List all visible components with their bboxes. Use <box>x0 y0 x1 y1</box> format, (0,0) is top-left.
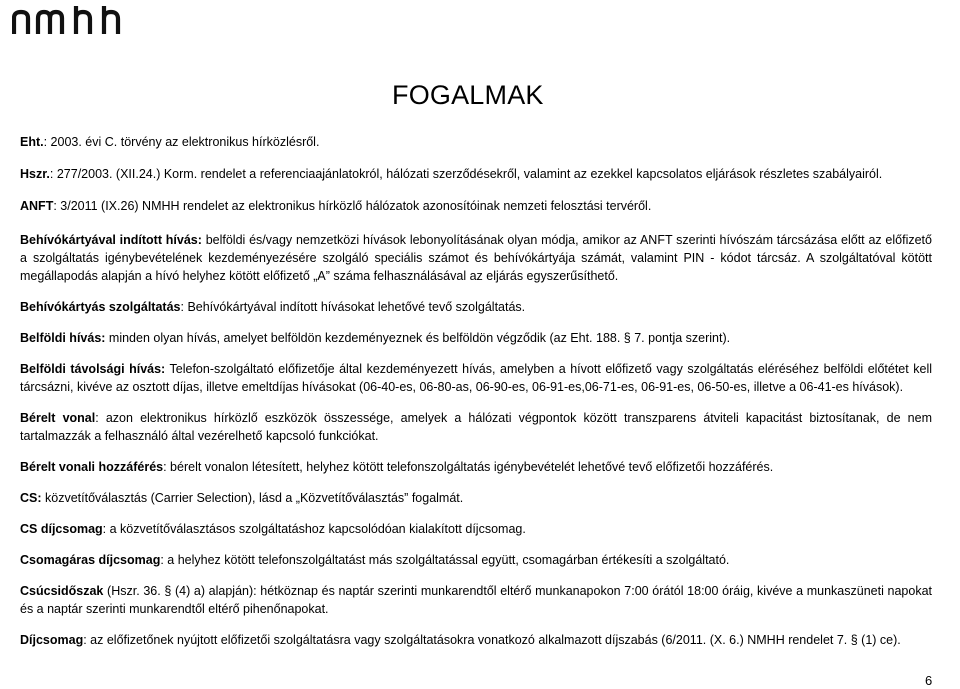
reference-abbr: Eht. <box>20 135 44 149</box>
reference-eht <box>20 133 932 151</box>
definition-text: : Behívókártyával indított hívásokat lehetővé tevő szolgáltatás. <box>180 300 526 314</box>
definition-text: : azon elektronikus hírközlő eszközök összessége, amelyek a hálózati végpontok között transzparens átviteli kapacitást biztosítanak, de nem tartalmazzák a felhasználó által vezérelhető kapcsoló funkciókat. <box>20 411 932 443</box>
definition-item <box>20 631 932 649</box>
reference-anft <box>20 197 932 215</box>
reference-text: : 277/2003. (XII.24.) Korm. rendelet a referenciaajánlatokról, hálózati szerződésekről, valamint az ezekkel kapcsolatos eljárások részletes szabályairól. <box>49 167 883 181</box>
definition-text: : a helyhez kötött telefonszolgáltatást más szolgáltatással együtt, csomagárban értékesíti a szolgáltató. <box>160 553 730 567</box>
document-body <box>20 133 932 662</box>
definition-term: CS díjcsomag <box>20 522 103 536</box>
definition-term: Díjcsomag <box>20 633 84 647</box>
definition-term: Bérelt vonali hozzáférés <box>20 460 164 474</box>
definition-text: közvetítőválasztás (Carrier Selection), lásd a „Közvetítőválasztás” fogalmát. <box>41 491 464 505</box>
definition-term: CS: <box>20 491 42 505</box>
definition-item <box>20 231 932 285</box>
nmhh-logo <box>12 4 132 41</box>
definition-term: Csúcsidőszak <box>20 584 104 598</box>
page-number: 6 <box>925 673 933 688</box>
page-title: FOGALMAK <box>392 80 544 110</box>
definition-item <box>20 582 932 618</box>
reference-abbr: ANFT <box>20 199 54 213</box>
definition-item <box>20 489 932 507</box>
definition-term: Belföldi hívás: <box>20 331 106 345</box>
definition-text: : az előfizetőnek nyújtott előfizetői szolgáltatásra vagy szolgáltatásokra vonatkozó alkalmazott díjszabás (6/2011. (X. 6.) NMHH rendelet 7. § (1) ce). <box>83 633 901 647</box>
reference-abbr: Hszr. <box>20 167 50 181</box>
definition-text: (Hszr. 36. § (4) a) alapján): hétköznap és naptár szerinti munkarendtől eltérő munkanapokon 7:00 órától 18:00 óráig, kivéve a munkaszüneti napokat és a naptár szerinti munkarendtől eltérő pihenőnapokat. <box>20 584 932 616</box>
definition-term: Bérelt vonal <box>20 411 96 425</box>
definition-item <box>20 551 932 569</box>
definition-term: Behívókártyával indított hívás: <box>20 233 202 247</box>
definition-item <box>20 520 932 538</box>
definition-item <box>20 298 932 316</box>
nmhh-logo-icon <box>12 4 132 36</box>
definition-text: minden olyan hívás, amelyet belföldön kezdeményeznek és belföldön végződik (az Eht. 188. § 7. pontja szerint). <box>105 331 731 345</box>
reference-text: : 3/2011 (IX.26) NMHH rendelet az elektronikus hírközlő hálózatok azonosítóinak nemzeti felosztási tervéről. <box>53 199 652 213</box>
definition-text: : bérelt vonalon létesített, helyhez kötött telefonszolgáltatás igénybevételét lehetővé tevő előfizetői hozzáférés. <box>163 460 774 474</box>
definition-text: belföldi és/vagy nemzetközi hívások lebonyolításának olyan módja, amikor az ANFT szerinti hívószám tárcsázása előtt az előfizető a szolgáltatás igénybevételének kezdeményezésére szolgáló speciális számot és behívókártyája számát, valamint PIN - kódot tárcsáz. A szolgáltatóval kötött megállapodás alapján a hívó helyhez kötött előfizető „A” száma felhasználásával az eljárás egyszerűsíthető. <box>20 233 932 283</box>
definition-term: Behívókártyás szolgáltatás <box>20 300 181 314</box>
reference-text: : 2003. évi C. törvény az elektronikus hírközlésről. <box>43 135 320 149</box>
definition-item <box>20 360 932 396</box>
definition-text: Telefon-szolgáltató előfizetője által kezdeményezett hívás, amelyben a hívott előfizető vagy szolgáltatás eléréséhez belföldi előtétet kell tárcsázni, kivéve az osztott díjas, illetve emeltdíjas hívásokat (06-40-es, 06-80-as, 06-90-es, 06-91-es,06-71-es, 06-91-es, 06-50-es, illetve a 06-41-es hívások). <box>20 362 933 394</box>
definition-term: Belföldi távolsági hívás: <box>20 362 166 376</box>
reference-hszr <box>20 165 932 183</box>
definition-term: Csomagáras díjcsomag <box>20 553 161 567</box>
definition-text: : a közvetítőválasztásos szolgáltatáshoz kapcsolódóan kialakított díjcsomag. <box>102 522 526 536</box>
definition-item <box>20 329 932 347</box>
definition-item <box>20 458 932 476</box>
definition-item <box>20 409 932 445</box>
